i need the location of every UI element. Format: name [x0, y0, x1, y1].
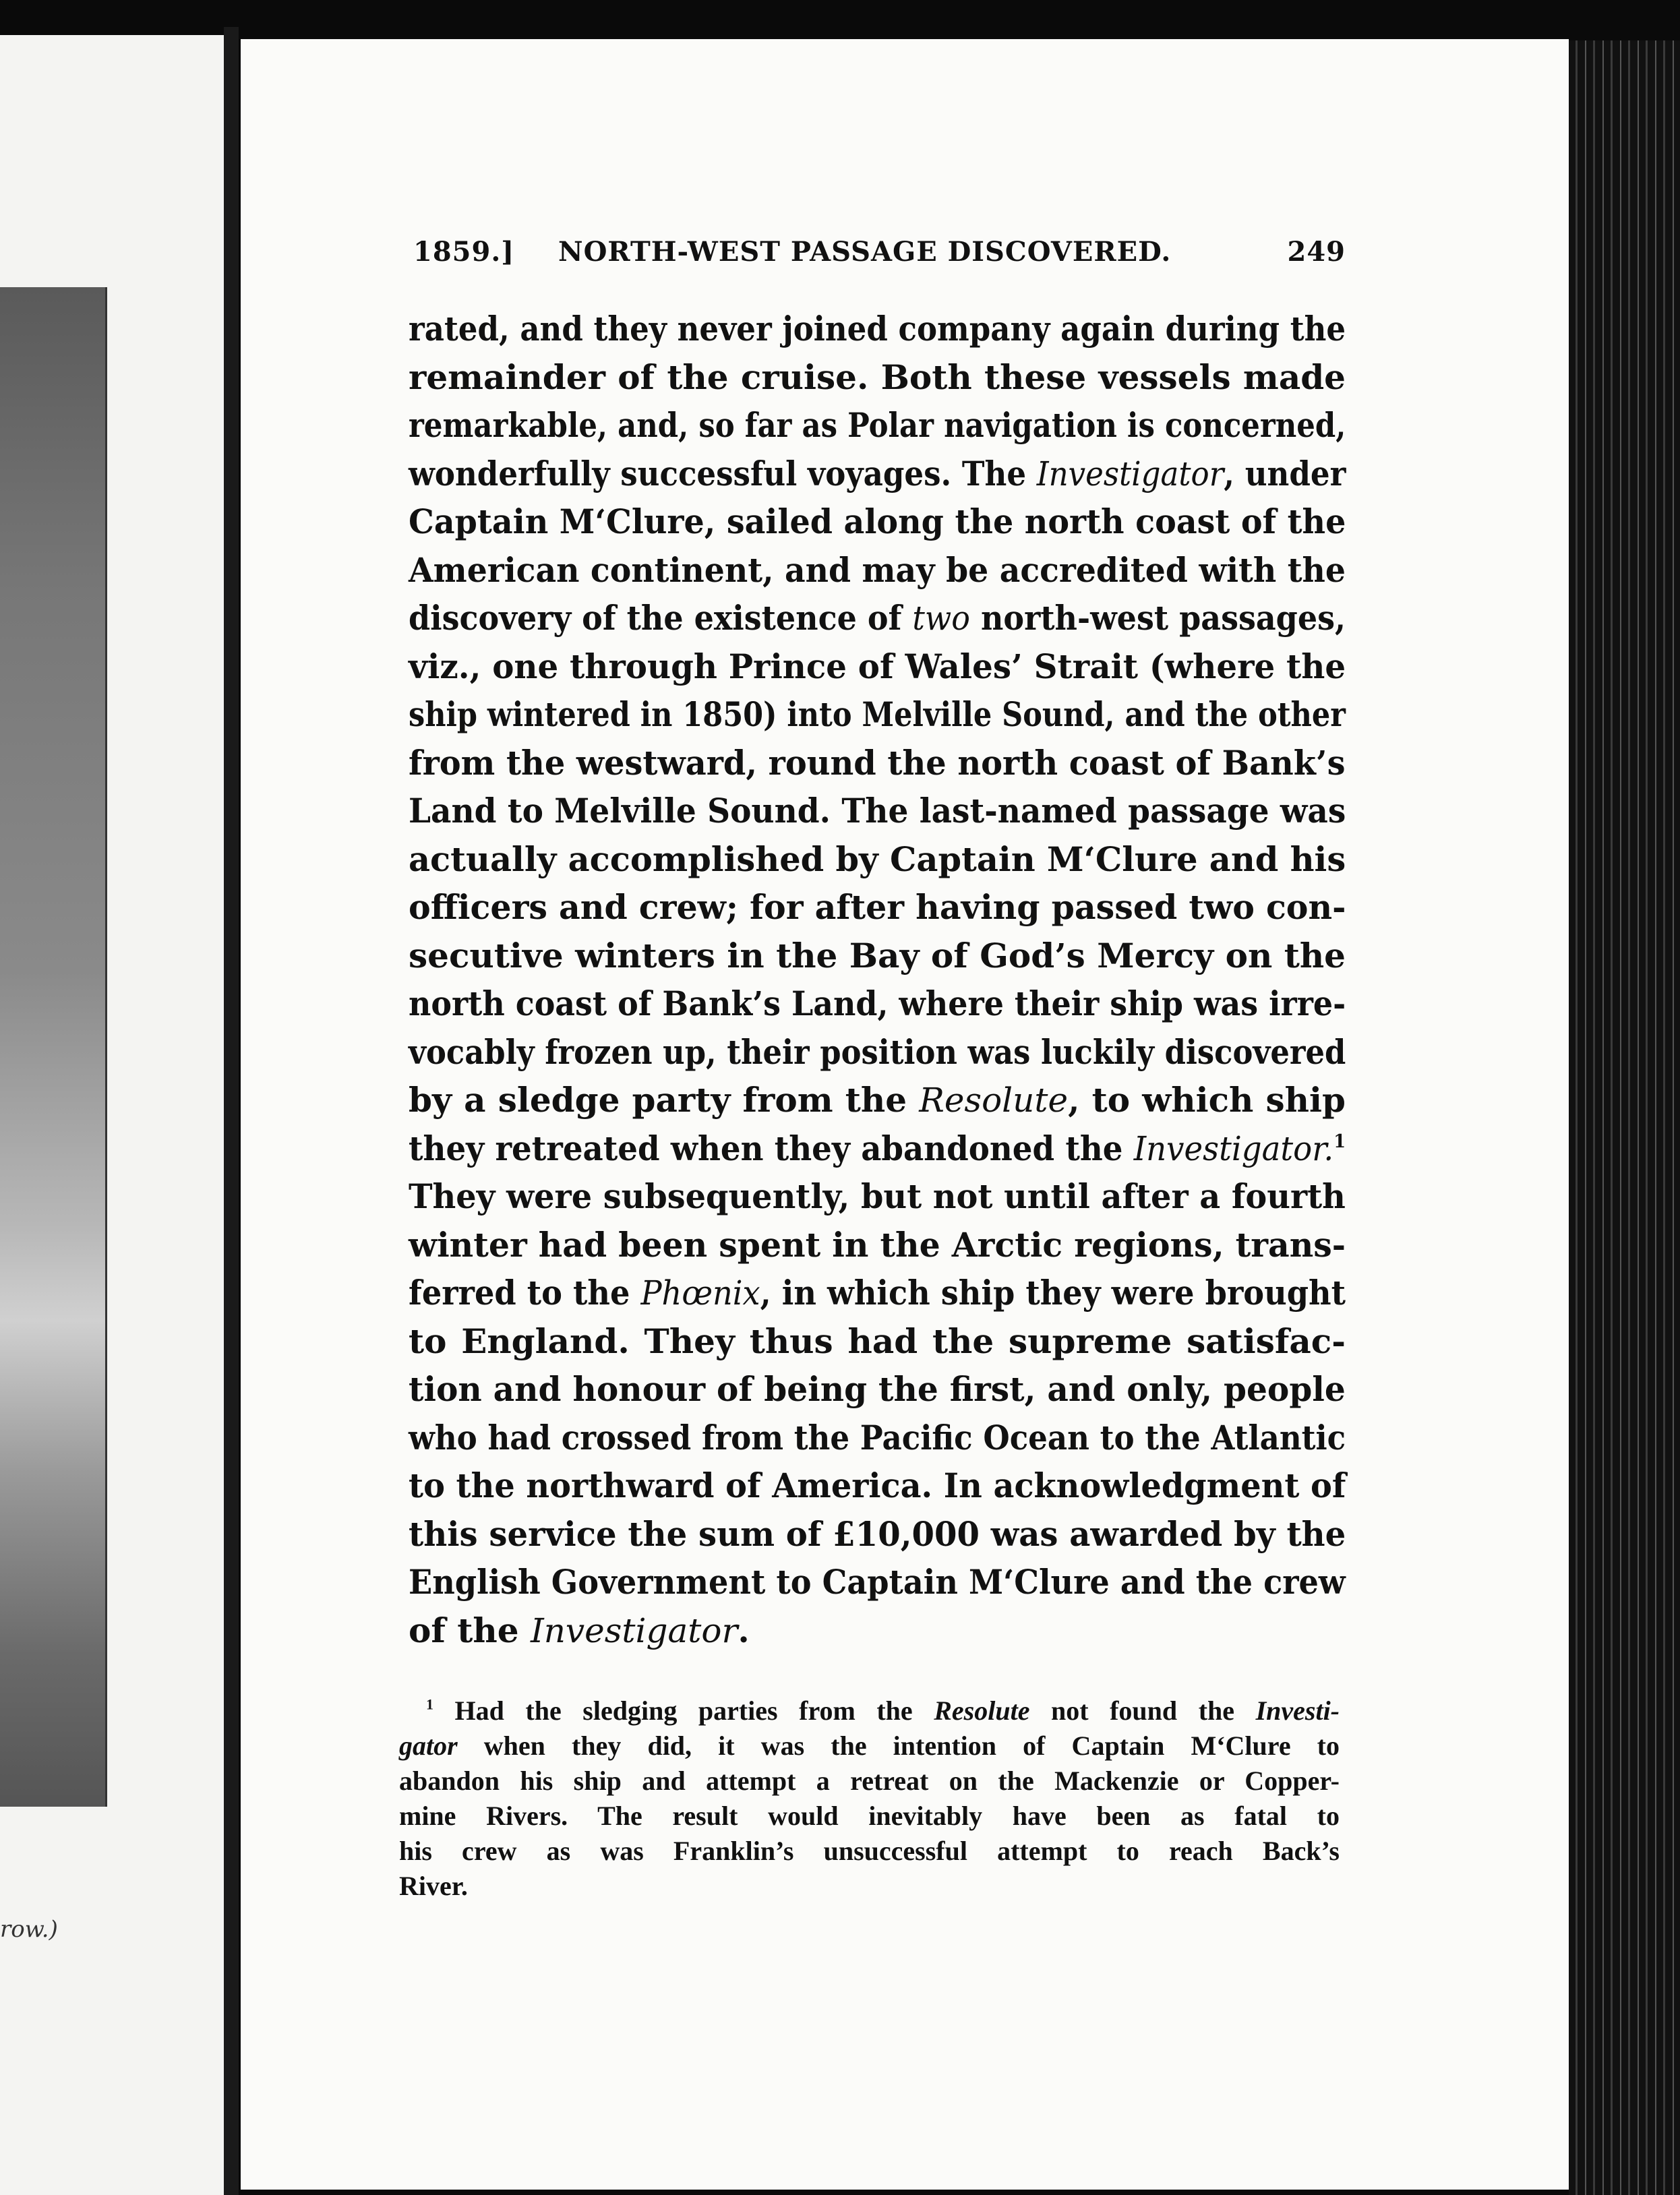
page-edges — [1569, 40, 1680, 2195]
text-segment: not found the — [1029, 1695, 1256, 1726]
text-line — [409, 1172, 1346, 1221]
footnote-line — [399, 1764, 1340, 1799]
footnote — [399, 1693, 1340, 1904]
text-line — [409, 835, 1346, 884]
italic-text: Investigator — [530, 1611, 738, 1650]
text-segment: to the northward of America. In acknowledgment of — [409, 1466, 1346, 1505]
text-segment: River. — [399, 1871, 468, 1901]
text-segment: this service the sum of £10,000 was awarded by the — [409, 1513, 1346, 1554]
text-segment: They were subsequently, but not until after a fourth — [409, 1176, 1346, 1216]
text-line — [409, 932, 1346, 980]
text-segment: Had the sledging parties from the — [433, 1695, 934, 1726]
text-segment: mine Rivers. The result would inevitably have been as fatal to — [399, 1801, 1340, 1831]
text-line — [409, 305, 1346, 353]
italic-text: Investi- — [1255, 1695, 1340, 1726]
italic-text: gator — [399, 1731, 458, 1761]
italic-text: two — [912, 599, 970, 638]
text-line — [409, 1365, 1346, 1414]
text-line — [409, 498, 1346, 546]
text-line — [409, 787, 1346, 835]
text-segment: discovery of the existence of — [409, 598, 913, 638]
text-segment: to England. They thus had the supreme satisfac- — [409, 1321, 1346, 1361]
text-segment: abandon his ship and attempt a retreat on the Mackenzie or Copper- — [399, 1766, 1340, 1796]
italic-text: Investigator — [1036, 454, 1224, 493]
page-number: 249 — [1287, 236, 1346, 268]
text-segment: by a sledge party from the — [409, 1080, 920, 1120]
text-segment: of the — [409, 1610, 531, 1650]
text-segment: officers and crew; for after having passed two con- — [409, 887, 1346, 927]
text-line — [409, 1221, 1346, 1269]
text-segment: when they did, it was the intention of Captain M‘Clure to — [457, 1731, 1340, 1761]
text-segment: vocably frozen up, their position was luckily discovered — [409, 1031, 1346, 1072]
text-segment: actually accomplished by Captain M‘Clure and his — [409, 839, 1346, 879]
text-segment: winter had been spent in the Arctic regions, trans- — [409, 1224, 1346, 1265]
text-segment: Land to Melville Sound. The last-named passage was — [409, 791, 1346, 831]
footnote-line — [399, 1728, 1340, 1764]
text-segment: ship wintered in 1850) into Melville Sound, and the other — [409, 694, 1346, 734]
text-line — [409, 1510, 1346, 1559]
text-line — [409, 739, 1346, 787]
footnote-line — [399, 1869, 1340, 1904]
footnote-line — [399, 1834, 1340, 1869]
text-segment: English Government to Captain M‘Clure and the crew — [409, 1562, 1346, 1602]
text-segment: his crew as was Franklin’s unsuccessful attempt to reach Back’s — [399, 1836, 1340, 1866]
text-line — [409, 1269, 1346, 1317]
text-segment: north-west passages, — [969, 598, 1346, 638]
text-line — [409, 401, 1346, 450]
text-line — [409, 1462, 1346, 1510]
italic-text: Investigator. — [1133, 1129, 1334, 1168]
header-title: NORTH-WEST PASSAGE DISCOVERED. — [558, 236, 1172, 268]
text-line — [409, 450, 1346, 498]
italic-text: Phœnix — [640, 1273, 760, 1313]
text-segment: . — [738, 1610, 750, 1650]
text-line — [409, 1606, 1346, 1655]
running-header — [413, 236, 1346, 276]
plate-caption: row.) — [0, 1916, 58, 1943]
illustration-plate — [0, 287, 107, 1807]
text-line — [409, 1414, 1346, 1462]
text-segment: rated, and they never joined company again during the — [409, 309, 1346, 349]
footnote-line — [399, 1799, 1340, 1834]
text-line — [409, 1124, 1346, 1173]
body-text — [409, 305, 1346, 1654]
text-segment: north coast of Bank’s Land, where their ship was irre- — [409, 984, 1346, 1023]
text-segment: viz., one through Prince of Wales’ Strait (where the — [409, 646, 1346, 686]
text-line — [409, 642, 1346, 691]
text-segment: from the westward, round the north coast of Bank’s — [409, 742, 1346, 783]
italic-text: Resolute — [934, 1695, 1030, 1726]
footnote-line — [399, 1693, 1340, 1728]
text-line — [409, 980, 1346, 1028]
text-segment: , under — [1224, 453, 1346, 493]
footnote-marker: 1 — [426, 1695, 433, 1713]
text-segment: American continent, and may be accredited with the — [409, 549, 1346, 590]
text-segment: , to which ship — [1068, 1080, 1346, 1120]
text-line — [409, 690, 1346, 739]
text-segment: who had crossed from the Pacific Ocean to the Atlantic — [409, 1417, 1346, 1457]
text-line — [409, 1028, 1346, 1077]
italic-text: Resolute — [919, 1081, 1069, 1120]
text-line — [409, 353, 1346, 402]
text-segment: ferred to the — [409, 1273, 641, 1313]
text-line — [409, 1558, 1346, 1606]
footnote-marker: 1 — [1333, 1130, 1346, 1152]
page-gutter — [224, 27, 239, 2195]
text-segment: wonderfully successful voyages. The — [409, 453, 1037, 493]
text-segment: secutive winters in the Bay of God’s Mercy on the — [409, 935, 1346, 975]
text-line — [409, 594, 1346, 642]
text-segment: they retreated when they abandoned the — [409, 1128, 1134, 1168]
text-line — [409, 546, 1346, 595]
text-line — [409, 1076, 1346, 1124]
header-year: 1859.] — [413, 236, 515, 268]
text-segment: remarkable, and, so far as Polar navigation is concerned, — [409, 405, 1346, 445]
text-segment: tion and honour of being the first, and only, people — [409, 1369, 1346, 1409]
text-segment: Captain M‘Clure, sailed along the north coast of the — [409, 502, 1346, 541]
text-segment: , in which ship they were brought — [760, 1273, 1346, 1313]
text-line — [409, 883, 1346, 932]
text-segment: remainder of the cruise. Both these vessels made — [409, 357, 1346, 397]
facing-page — [0, 35, 224, 2195]
text-line — [409, 1317, 1346, 1366]
